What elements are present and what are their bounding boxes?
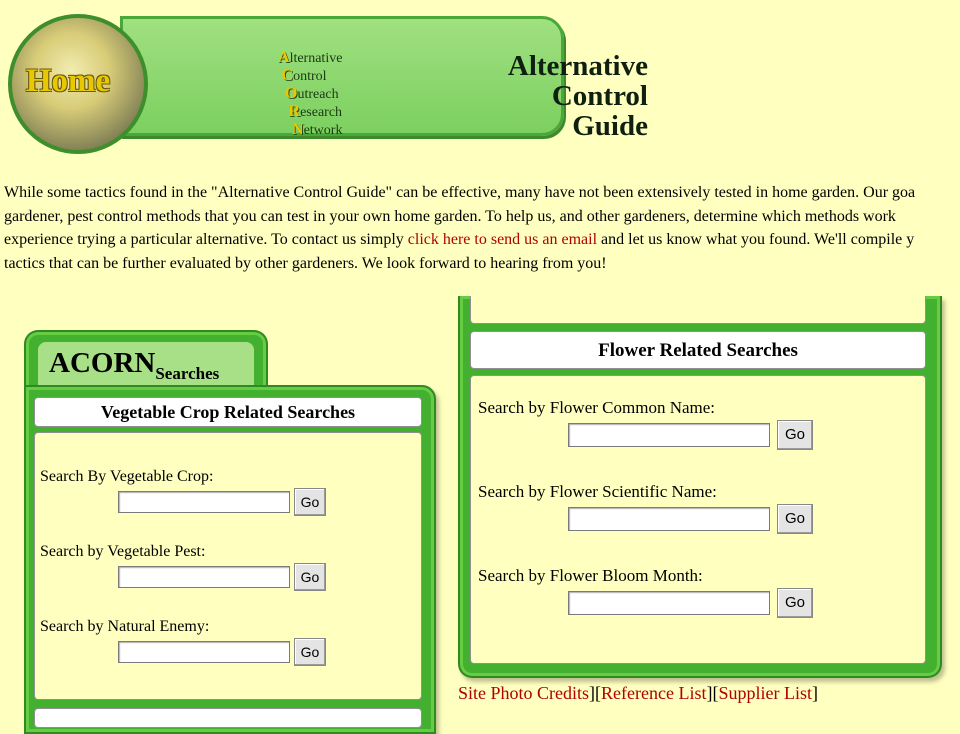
flower-common-name-go-button[interactable]: Go [777,420,813,450]
email-link[interactable]: click here to send us an email [407,231,598,248]
vegetable-pest-label: Search by Vegetable Pest: [40,543,206,560]
flower-scientific-name-input[interactable] [568,507,770,531]
vegetable-crop-label: Search By Vegetable Crop: [40,468,214,485]
natural-enemy-label: Search by Natural Enemy: [40,618,210,635]
header-banner [120,16,648,142]
vegetable-crop-go-button[interactable]: Go [294,488,326,516]
vegetable-section-heading: Vegetable Crop Related Searches [34,397,422,427]
next-section-heading [34,708,422,728]
vegetable-pest-input[interactable] [118,566,290,588]
flower-scientific-name-label: Search by Flower Scientific Name: [478,482,717,501]
intro-paragraph: While some tactics found in the "Alternative Control Guide" can be effective, many have not been extensively tested in home garden. Our goa gardener, pest control methods that you can test in your own home garden. To help us, and other gardeners, determine which methods work experience trying a particular alternative. To contact us simply click here to send us an email and let us know what you found. We'll compile y tactics that can be further evaluated by other gardeners. We look forward to hearing from you! [4,184,916,272]
flower-common-name-input[interactable] [568,423,770,447]
flower-bloom-month-label: Search by Flower Bloom Month: [478,566,703,585]
natural-enemy-go-button[interactable]: Go [294,638,326,666]
site-photo-credits-link[interactable]: Site Photo Credits [458,683,590,703]
flower-scientific-name-go-button[interactable]: Go [777,504,813,534]
flower-bloom-month-go-button[interactable]: Go [777,588,813,618]
flower-top-strip [470,296,926,324]
acorn-acronym: Alternative Control Outreach Research Network [278,49,343,138]
reference-list-link[interactable]: Reference List [601,683,707,703]
flower-bloom-month-input[interactable] [568,591,770,615]
page-title: Alternative Control Guide [507,50,648,142]
home-link[interactable]: Home [25,62,111,99]
acorn-searches-title: $ACORN_{Searches}$ [38,342,254,386]
flower-section-heading: Flower Related Searches [470,331,926,369]
supplier-list-link[interactable]: Supplier List [718,683,812,703]
vegetable-crop-input[interactable] [118,491,290,513]
acorn-searches-tab [24,330,268,392]
acorn-logo-icon[interactable] [8,14,148,154]
vegetable-pest-go-button[interactable]: Go [294,563,326,591]
natural-enemy-input[interactable] [118,641,290,663]
flower-common-name-label: Search by Flower Common Name: [478,398,716,417]
footer-links: Site Photo Credits][Reference List][Supplier List] [458,683,818,703]
